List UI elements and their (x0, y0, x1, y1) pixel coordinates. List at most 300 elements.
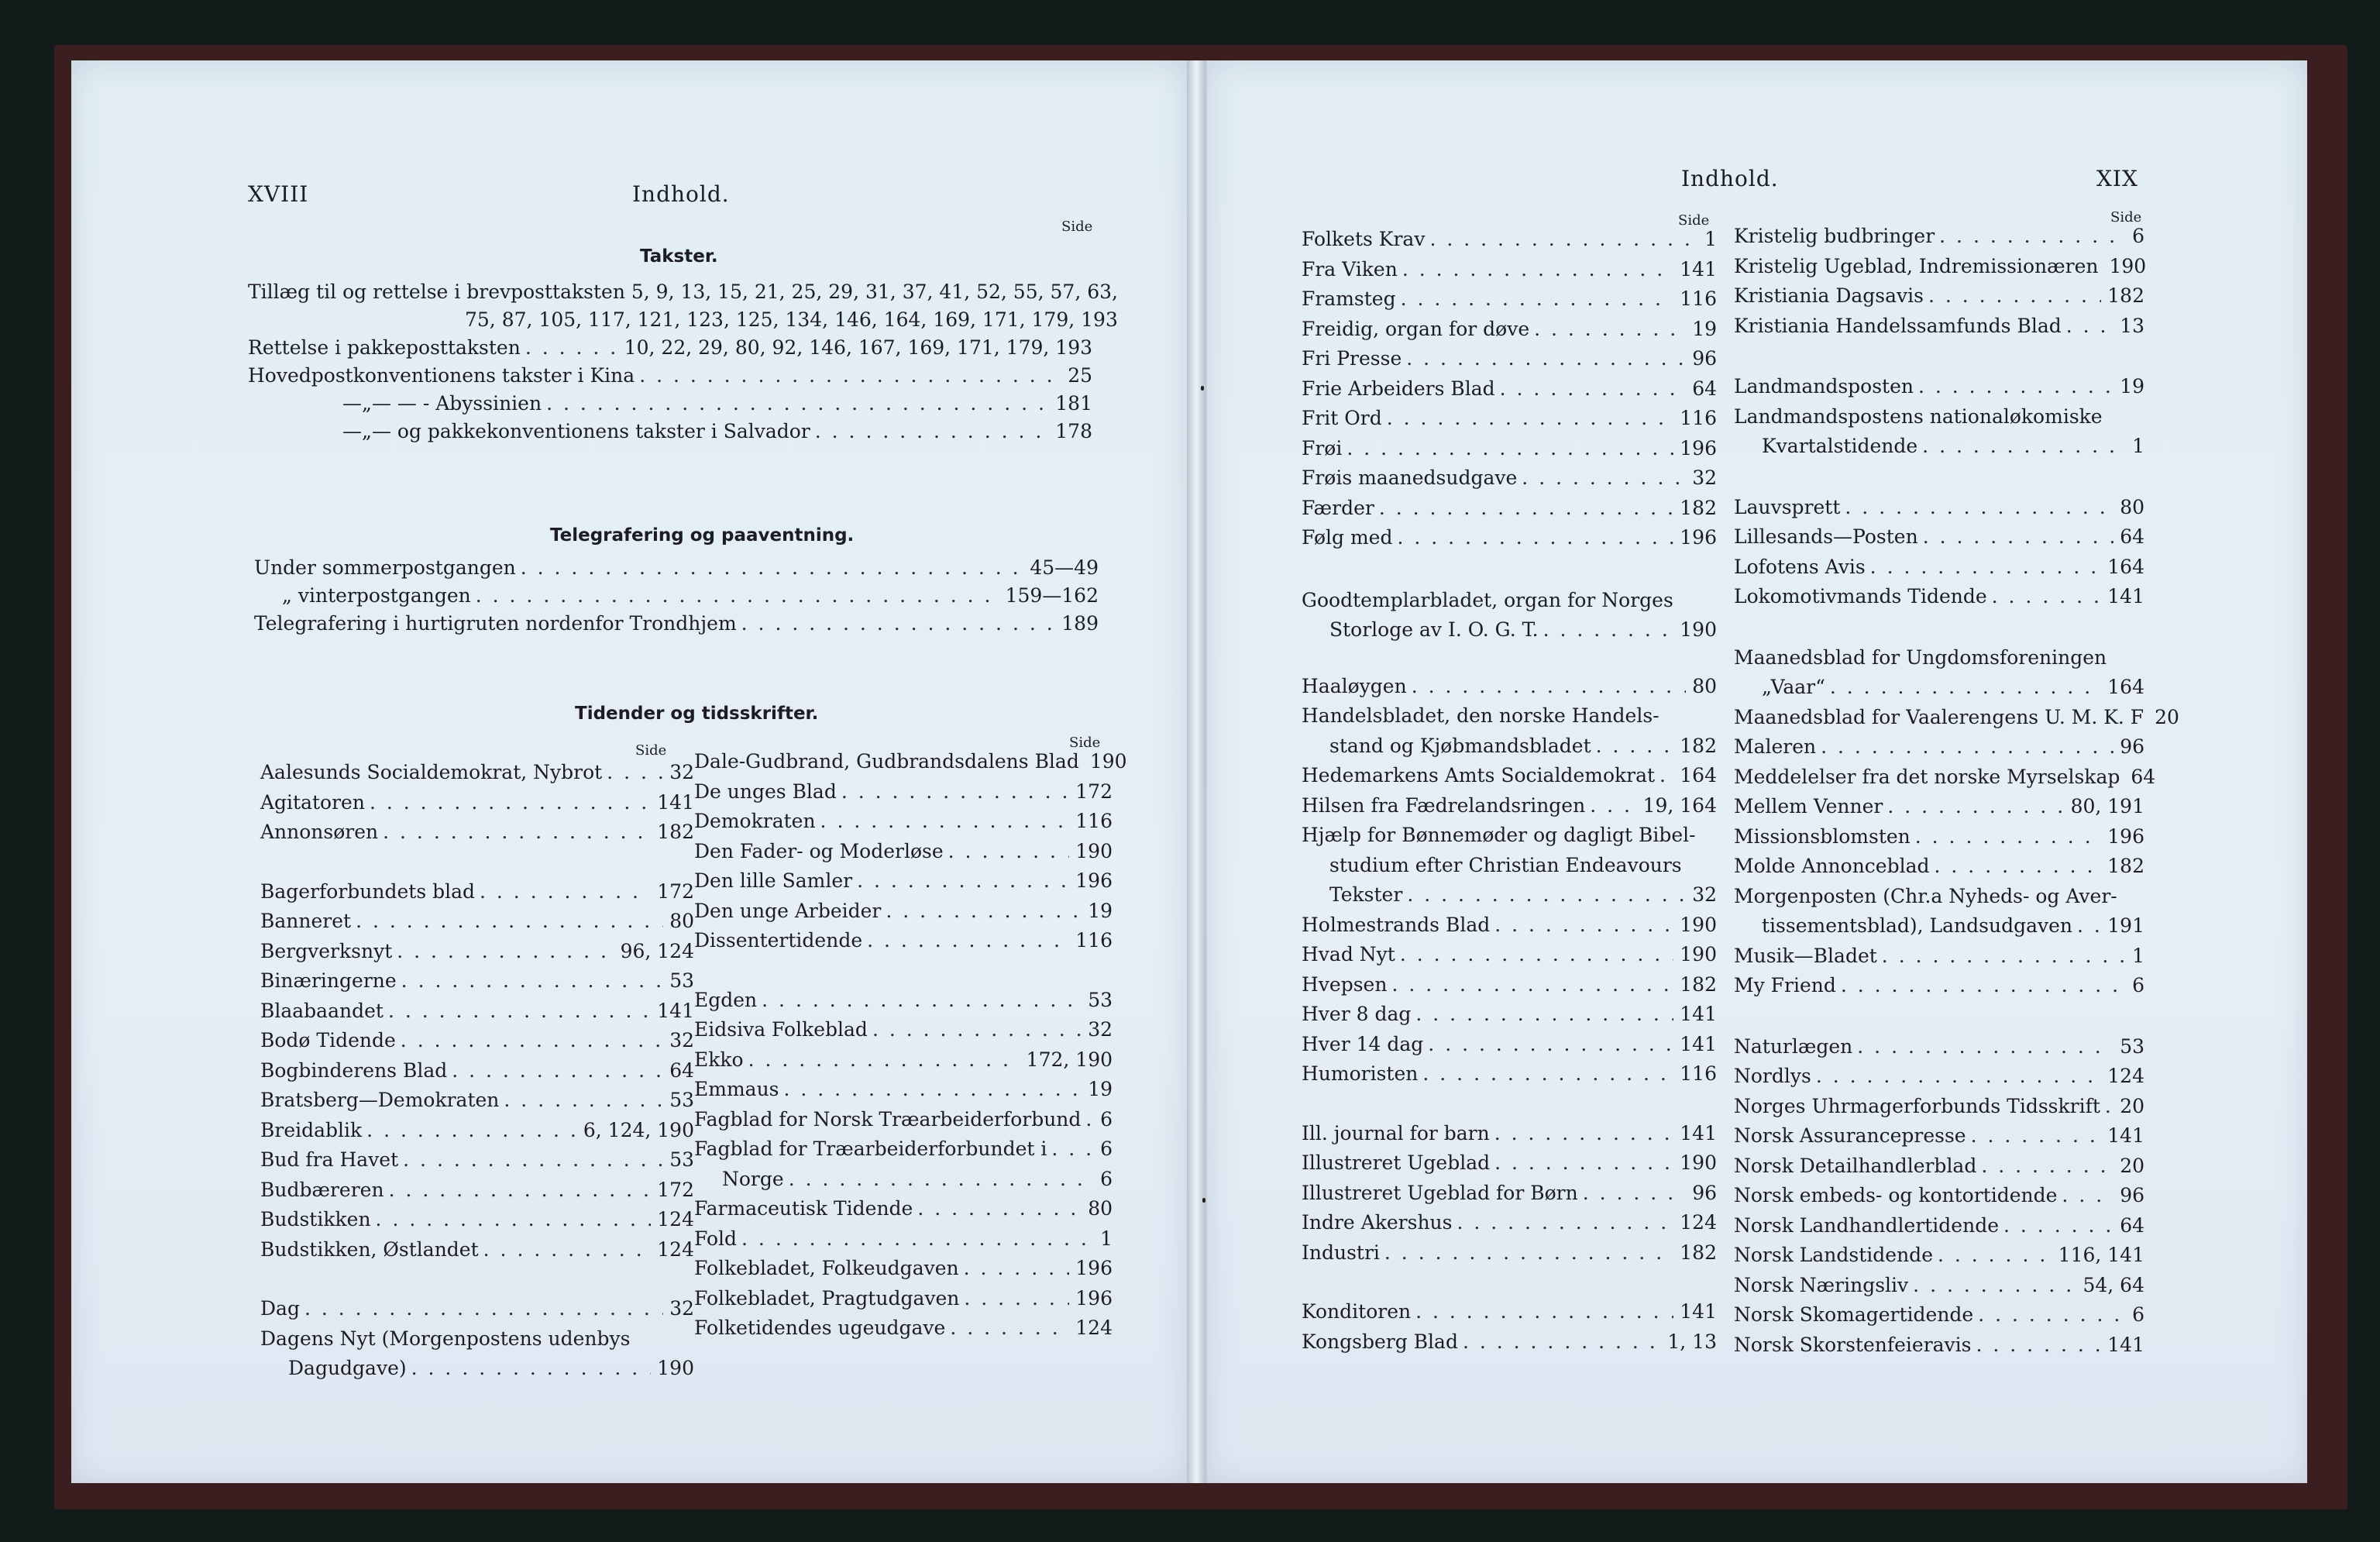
entry-label: Hedemarkens Amts Socialdemokrat (1302, 764, 1656, 786)
entry-pages: 80 (2120, 495, 2144, 518)
index-entry (1302, 526, 1717, 554)
entry-label: Kristelig budbringer (1734, 225, 1935, 247)
entry-pages: 19 (2120, 375, 2144, 398)
entry-pages: 1 (1100, 1227, 1113, 1250)
index-entry (260, 969, 694, 997)
entry-pages: 141 (1680, 257, 1717, 281)
index-entry (282, 584, 1099, 612)
entry-label: Den unge Arbeider (694, 899, 882, 922)
entry-label: Aalesunds Socialdemokrat, Nybrot (260, 761, 603, 783)
index-entry (1329, 883, 1717, 911)
entry-label: Goodtemplarbladet, organ for Norges (1302, 588, 1673, 611)
entry-label: Frit Ord (1302, 407, 1382, 429)
entry-pages: 159—162 (1005, 584, 1099, 607)
index-entry (260, 1089, 694, 1117)
entry-pages: 124 (2107, 1065, 2144, 1087)
entry-label: Fold (694, 1227, 738, 1250)
ink-speck (1201, 386, 1204, 391)
entry-label: Norges Uhrmagerforbunds Tidsskrift (1734, 1094, 2100, 1117)
entry-pages: 141 (1680, 1300, 1717, 1323)
index-entry (1734, 556, 2144, 583)
entry-label: Haaløygen (1302, 674, 1407, 697)
index-entry (1302, 704, 1717, 732)
entry-label: Illustreret Ugeblad (1302, 1151, 1491, 1174)
entry-pages: 96 (1692, 347, 1717, 370)
entry-label: Følg med (1302, 526, 1393, 549)
entry-pages: 1 (2132, 944, 2144, 967)
index-entry (1302, 1062, 1717, 1090)
entry-label: Norsk Skomagertidende (1734, 1303, 1974, 1326)
entry-label: Naturlægen (1734, 1034, 1853, 1058)
index-entry (722, 1168, 1113, 1196)
entry-pages: 96 (2120, 735, 2144, 758)
entry-pages: 1 (2132, 435, 2144, 457)
index-entry (260, 1238, 694, 1266)
index-entry (1734, 1124, 2144, 1152)
entry-pages: 116 (1075, 929, 1113, 952)
index-entry (1734, 855, 2144, 883)
entry-pages: 196 (1680, 526, 1717, 549)
entry-label: Folkebladet, Folkeudgaven (694, 1257, 959, 1279)
index-entry (254, 612, 1099, 640)
entry-pages: 116 (1680, 407, 1717, 429)
entry-label: Bagerforbundets blad (260, 879, 476, 903)
entry-label: Konditoren (1302, 1300, 1412, 1323)
index-entry (1734, 1065, 2144, 1093)
index-entry (694, 1138, 1113, 1165)
telegrafering-heading: Telegrafering og paaventning. (550, 525, 855, 546)
entry-label: Hjælp for Bønnemøder og dagligt Bibel- (1302, 824, 1696, 846)
index-entry (260, 1179, 694, 1206)
entry-pages: 182 (1680, 972, 1717, 996)
index-entry (1734, 765, 2156, 793)
index-entry (1734, 1035, 2144, 1063)
index-entry (260, 1208, 694, 1236)
entry-pages: 164 (2107, 555, 2144, 578)
index-entry (694, 1287, 1113, 1315)
left-page (71, 60, 1188, 1483)
left-page-number: XVIII (248, 181, 309, 207)
index-entry (1329, 618, 1717, 646)
entry-pages: 141 (657, 790, 694, 814)
index-entry (1302, 407, 1717, 435)
entry-label: Folketidendes ugeudgave (694, 1317, 946, 1339)
index-entry (260, 1297, 694, 1325)
index-entry (694, 750, 1127, 778)
entry-label: Hilsen fra Fædrelandsringen (1302, 793, 1586, 817)
index-entry (1734, 1095, 2144, 1123)
index-entry (1734, 496, 2144, 524)
entry-label: Bud fra Havet (260, 1148, 399, 1171)
index-entry (694, 840, 1113, 868)
abyssinien-entry (342, 392, 1092, 420)
index-entry (260, 1029, 694, 1057)
index-entry (1734, 974, 2144, 1002)
index-entry (260, 910, 694, 938)
entry-label: Blaabaandet (260, 999, 383, 1022)
index-entry (1302, 764, 1717, 792)
entry-pages: 19 (1088, 1078, 1113, 1100)
entry-label: Under sommerpostgangen (254, 556, 516, 579)
entry-pages: 116 (1680, 287, 1717, 310)
entry-label: Kongsberg Blad (1302, 1330, 1458, 1353)
index-entry (1734, 254, 2147, 283)
entry-pages: 80, 191 (2070, 795, 2144, 817)
entry-label: Hovedpostkonventionens takster i Kina (248, 364, 635, 387)
index-entry (1302, 824, 1717, 852)
entry-pages: 182 (1680, 1241, 1717, 1264)
entry-label: Landmandspostens nationaløkomiske (1734, 404, 2103, 428)
entry-label: Frøi (1302, 436, 1343, 460)
index-entry (1302, 318, 1717, 346)
entry-pages: 6 (1100, 1167, 1113, 1190)
entry-label: Kristiania Handelssamfunds Blad (1734, 314, 2062, 337)
entry-label: Fagblad for Træarbeiderforbundet i (694, 1138, 1047, 1160)
index-entry (260, 1148, 694, 1176)
entry-pages: 182 (2107, 284, 2144, 307)
entry-label: Ekko (694, 1048, 744, 1071)
hovedpost-entry (248, 364, 1092, 392)
entry-pages: 20 (2120, 1094, 2144, 1117)
entry-label: Storloge av I. O. G. T. (1329, 618, 1539, 641)
entry-pages: 124 (1075, 1317, 1113, 1339)
index-entry (1734, 1155, 2144, 1182)
index-entry (260, 880, 694, 908)
entry-label: Fra Viken (1302, 257, 1398, 281)
index-entry (1762, 676, 2144, 704)
index-entry (1302, 258, 1717, 286)
entry-label: —„— og pakkekonventionens takster i Salvador (342, 420, 810, 442)
index-entry (1302, 1033, 1717, 1061)
entry-label: Maleren (1734, 735, 1817, 758)
side-label-col-a: Side (635, 742, 667, 759)
entry-label: Landmandsposten (1734, 375, 1914, 398)
entry-label: —„— — - Abyssinien (342, 392, 542, 415)
entry-label: Lokomotivmands Tidende (1734, 585, 1987, 608)
entry-pages: 64 (1692, 377, 1717, 400)
entry-pages: 53 (669, 969, 694, 992)
entry-label: „Vaar“ (1762, 676, 1825, 698)
index-entry (694, 1317, 1113, 1344)
entry-pages: 80 (1088, 1197, 1113, 1220)
entry-label: Morgenposten (Chr.a Nyheds- og Aver- (1734, 884, 2117, 907)
entry-label: Frie Arbeiders Blad (1302, 377, 1495, 400)
entry-pages: 182 (657, 821, 694, 843)
index-entry (1734, 1303, 2144, 1331)
entry-label: Agitatoren (260, 790, 365, 814)
index-entry (1302, 589, 1717, 617)
entry-label: Dissentertidende (694, 929, 863, 952)
index-entry (260, 940, 694, 968)
entry-pages: 32 (669, 1297, 694, 1320)
index-entry (1734, 825, 2144, 853)
rettelse-entry (248, 336, 1092, 364)
index-entry (260, 791, 694, 819)
entry-pages: 191 (2107, 914, 2144, 937)
entry-label: Bratsberg—Demokraten (260, 1089, 500, 1111)
entry-pages: 190 (1680, 1151, 1717, 1174)
entry-pages: 190 (1680, 943, 1717, 965)
entry-pages: 19 (1692, 317, 1717, 340)
entry-label: Fri Presse (1302, 347, 1402, 370)
index-entry (1734, 1214, 2144, 1242)
entry-pages: 116 (1680, 1062, 1717, 1085)
entry-label: stand og Kjøbmandsbladet (1329, 734, 1591, 757)
side-label: Side (1061, 219, 1093, 235)
entry-label: Budstikken (260, 1208, 371, 1231)
entry-label: Illustreret Ugeblad for Børn (1302, 1181, 1578, 1204)
entry-label: Færder (1302, 496, 1374, 519)
index-entry (1302, 377, 1717, 405)
entry-pages: 6 (1100, 1138, 1113, 1160)
entry-label: Frøis maanedsudgave (1302, 466, 1518, 489)
entry-label: Dagudgave) (288, 1357, 407, 1379)
entry-label: tissementsblad), Landsudgaven (1762, 914, 2073, 937)
entry-label: Lauvsprett (1734, 495, 1841, 518)
entry-label: Mellem Venner (1734, 795, 1883, 817)
entry-pages: 6 (1100, 1107, 1113, 1131)
entry-pages: 32 (669, 761, 694, 783)
entry-pages: 190 (1075, 839, 1113, 862)
entry-label: Kristelig Ugeblad, Indremissionæren (1734, 254, 2099, 277)
entry-pages: 124 (657, 1237, 694, 1261)
entry-pages: 6 (2132, 1303, 2144, 1326)
entry-pages: 172 (657, 1178, 694, 1201)
entry-pages: 1, 13 (1667, 1330, 1717, 1353)
entry-pages: 13 (2120, 314, 2144, 337)
index-entry (1734, 646, 2144, 674)
book-gutter (1187, 60, 1205, 1483)
entry-label: Nordlys (1734, 1065, 1811, 1087)
entry-pages: 190 (1680, 913, 1717, 936)
entry-pages: 196 (1680, 436, 1717, 460)
index-entry (1734, 315, 2144, 342)
entry-pages: 53 (1088, 988, 1113, 1011)
entry-label: Farmaceutisk Tidende (694, 1197, 913, 1220)
entry-pages: 6 (2132, 225, 2144, 247)
entry-label: Norsk Detailhandlerblad (1734, 1154, 1977, 1177)
right-page-number: XIX (2096, 166, 2138, 191)
side-label-col-b: Side (1069, 735, 1101, 751)
entry-pages: 164 (1680, 764, 1717, 786)
entry-label: Norsk embeds- og kontortidende (1734, 1184, 2058, 1206)
index-entry (694, 929, 1113, 957)
entry-label: Bergverksnyt (260, 939, 393, 962)
entry-label: Folkebladet, Pragtudgaven (694, 1286, 960, 1310)
entry-pages: 54, 64 (2082, 1273, 2144, 1296)
entry-pages: 141 (2107, 1333, 2144, 1356)
index-entry (694, 1078, 1113, 1106)
index-entry (694, 1108, 1113, 1136)
entry-pages: 182 (1680, 496, 1717, 519)
index-entry (694, 780, 1113, 808)
entry-pages: 19 (1088, 899, 1113, 922)
tidender-heading: Tidender og tidsskrifter. (575, 704, 819, 724)
entry-pages: 6, 124, 190 (583, 1118, 694, 1141)
index-entry (1302, 1211, 1717, 1239)
index-entry (1734, 375, 2144, 403)
entry-pages: 116 (1075, 810, 1113, 832)
tillaeg-line-1: Tillæg til og rettelse i brevposttaksten 5, 9, 13, 15, 21, 25, 29, 31, 37, 41, 52, 55, 57, 63, (248, 281, 1118, 303)
entry-label: Annonsøren (260, 821, 379, 843)
entry-pages: 32 (669, 1029, 694, 1052)
entry-pages: 64 (669, 1058, 694, 1082)
entry-pages: 20 (2120, 1154, 2144, 1177)
entry-label: Den Fader- og Moderløse (694, 839, 944, 862)
entry-pages: 25 (1068, 364, 1092, 387)
entry-label: Holmestrands Blad (1302, 913, 1491, 936)
entry-pages: 172 (1075, 780, 1113, 803)
entry-pages: 182 (2107, 855, 2144, 877)
index-entry (694, 869, 1113, 897)
entry-label: Meddelelser fra det norske Myrselskap (1734, 765, 2120, 788)
entry-label: Fagblad for Norsk Træarbeiderforbund (694, 1107, 1082, 1131)
index-entry (694, 1197, 1113, 1225)
entry-label: Kristiania Dagsavis (1734, 284, 1924, 307)
entry-pages: 64 (2120, 1213, 2144, 1237)
index-entry (694, 900, 1113, 928)
entry-label: Hver 8 dag (1302, 1003, 1412, 1025)
entry-label: Norsk Landstidende (1734, 1244, 1933, 1266)
entry-label: Musik—Bladet (1734, 944, 1877, 967)
index-entry (1734, 885, 2144, 913)
entry-label: My Friend (1734, 974, 1836, 996)
side-label-col-a: Side (1678, 212, 1710, 229)
entry-pages: 141 (2107, 1124, 2144, 1147)
entry-label: Norsk Skorstenfeieravis (1734, 1333, 1972, 1356)
entry-label: Ill. journal for barn (1302, 1121, 1490, 1144)
index-entry (1734, 945, 2144, 972)
index-entry (1302, 943, 1717, 971)
index-entry (1734, 284, 2144, 312)
entry-label: Egden (694, 988, 758, 1011)
entry-pages: 20 (2155, 705, 2179, 728)
entry-pages: 178 (1055, 420, 1092, 442)
index-entry (1302, 437, 1717, 465)
entry-label: Demokraten (694, 810, 816, 832)
index-entry (1329, 735, 1717, 762)
entry-label: Missionsblomsten (1734, 824, 1911, 848)
index-entry (1302, 1182, 1717, 1210)
entry-pages: 141 (1680, 1121, 1717, 1144)
entry-label: Banneret (260, 910, 352, 932)
entry-pages: 164 (2107, 676, 2144, 698)
index-entry (1302, 675, 1717, 703)
entry-pages: 10, 22, 29, 80, 92, 146, 167, 169, 171, 179, 193 (624, 336, 1092, 359)
index-entry (694, 1048, 1113, 1076)
index-entry (694, 1257, 1113, 1285)
entry-pages: 80 (1692, 674, 1717, 697)
index-entry (1302, 466, 1717, 494)
index-entry (1302, 497, 1717, 525)
right-running-title: Indhold. (1681, 166, 1779, 191)
index-entry (1734, 525, 2144, 553)
entry-label: Maanedsblad for Ungdomsforeningen (1734, 645, 2107, 669)
entry-label: „ vinterpostgangen (282, 584, 471, 607)
index-entry (694, 989, 1113, 1017)
entry-pages: 196 (2107, 824, 2144, 848)
index-entry (1734, 1274, 2144, 1302)
index-entry (1762, 435, 2144, 463)
entry-pages: 32 (1088, 1018, 1113, 1041)
entry-label: De unges Blad (694, 780, 837, 803)
entry-label: Handelsbladet, den norske Handels- (1302, 704, 1659, 727)
entry-pages: 80 (669, 910, 694, 932)
index-entry (1302, 1300, 1717, 1328)
entry-label: Maanedsblad for Vaalerengens U. M. K. F (1734, 705, 2144, 728)
index-entry (288, 1357, 694, 1385)
index-entry (1302, 1003, 1717, 1031)
entry-pages: 141 (1680, 1003, 1717, 1025)
index-entry (1302, 794, 1717, 822)
left-running-title: Indhold. (632, 181, 730, 207)
entry-label: Molde Annonceblad (1734, 855, 1930, 877)
entry-pages: 116, 141 (2058, 1244, 2144, 1266)
entry-label: Dale-Gudbrand, Gudbrandsdalens Blad (694, 750, 1079, 773)
entry-label: Tekster (1329, 883, 1403, 906)
entry-pages: 32 (1692, 883, 1717, 906)
index-entry (1302, 228, 1717, 256)
index-entry (1762, 914, 2144, 942)
entry-pages: 6 (2132, 974, 2144, 996)
entry-label: Dag (260, 1297, 300, 1320)
index-entry (1302, 1151, 1717, 1179)
index-entry (1302, 914, 1717, 941)
entry-label: Emmaus (694, 1078, 779, 1100)
index-entry (260, 821, 694, 848)
entry-pages: 141 (2107, 585, 2144, 608)
entry-label: Telegrafering i hurtigruten nordenfor Trondhjem (254, 612, 737, 635)
entry-pages: 19, 164 (1642, 793, 1717, 817)
index-entry (1734, 1184, 2144, 1212)
entry-pages: 96 (2120, 1184, 2144, 1206)
entry-label: studium efter Christian Endeavours (1329, 853, 1682, 876)
entry-label: Hvepsen (1302, 972, 1388, 996)
index-entry (694, 1018, 1113, 1046)
index-entry (694, 810, 1113, 838)
entry-pages: 64 (2131, 765, 2156, 788)
index-entry (254, 556, 1099, 584)
entry-label: Hvad Nyt (1302, 943, 1395, 965)
index-entry (1734, 585, 2144, 613)
entry-pages: 190 (657, 1357, 694, 1379)
entry-label: Bodø Tidende (260, 1029, 396, 1052)
index-entry (1302, 1122, 1717, 1150)
entry-pages: 124 (657, 1208, 694, 1231)
index-entry (1302, 1241, 1717, 1269)
entry-pages: 45—49 (1030, 556, 1099, 579)
index-entry (260, 761, 694, 789)
entry-pages: 172, 190 (1026, 1048, 1113, 1071)
side-label-col-b: Side (2110, 209, 2142, 225)
entry-label: Eidsiva Folkeblad (694, 1018, 868, 1041)
index-entry (1302, 347, 1717, 375)
index-entry (1734, 1334, 2144, 1361)
entry-label: Den lille Samler (694, 869, 853, 892)
entry-pages: 96, 124 (620, 939, 694, 962)
entry-label: Lofotens Avis (1734, 555, 1866, 578)
entry-pages: 141 (1680, 1032, 1717, 1055)
entry-label: Breidablik (260, 1118, 363, 1141)
ink-speck (1202, 1198, 1205, 1203)
entry-pages: 53 (2120, 1034, 2144, 1058)
index-entry (1734, 735, 2144, 763)
entry-pages: 196 (1075, 1286, 1113, 1310)
salvador-entry (342, 420, 1092, 448)
index-entry (1302, 1330, 1717, 1358)
entry-pages: 196 (1075, 1257, 1113, 1279)
index-entry (1734, 225, 2144, 253)
